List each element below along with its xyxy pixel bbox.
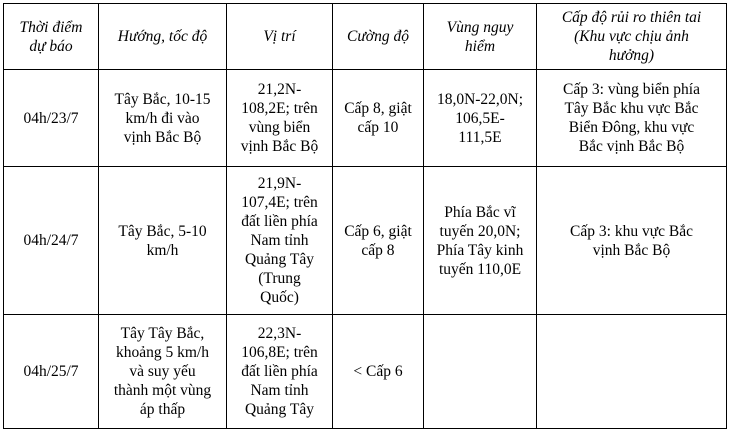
cell-danger-zone: [424, 315, 537, 429]
cell-time: 04h/24/7: [4, 167, 99, 315]
header-position: Vị trí: [227, 4, 333, 70]
cell-time: 04h/25/7: [4, 315, 99, 429]
header-direction: Hướng, tốc độ: [99, 4, 227, 70]
table-row: [4, 315, 727, 429]
cell-risk-level: Cấp 3: vùng biển phía Tây Bắc khu vực Bắc Biển Đông, khu vực Bắc vịnh Bắc Bộ: [537, 70, 727, 167]
cell-danger-zone: Phía Bắc vĩ tuyến 20,0N; Phía Tây kinh tuyến 110,0E: [424, 167, 537, 315]
cell-direction: Tây Bắc, 5-10 km/h: [99, 167, 227, 315]
cell-intensity: Cấp 8, giật cấp 10: [333, 70, 424, 167]
cell-direction: Tây Tây Bắc, khoảng 5 km/h và suy yếu thành một vùng áp thấp: [99, 315, 227, 429]
table-row: [4, 167, 727, 315]
header-row: [4, 4, 727, 70]
header-intensity: Cường độ: [333, 4, 424, 70]
cell-intensity: < Cấp 6: [333, 315, 424, 429]
cell-position: 21,9N- 107,4E; trên đất liền phía Nam tỉnh Quảng Tây (Trung Quốc): [227, 167, 333, 315]
header-danger-zone: Vùng nguy hiểm: [424, 4, 537, 70]
header-risk-level: Cấp độ rủi ro thiên tai (Khu vực chịu ảnh hưởng): [537, 4, 727, 70]
cell-time: 04h/23/7: [4, 70, 99, 167]
forecast-table: [3, 3, 727, 429]
cell-direction: Tây Bắc, 10-15 km/h đi vào vịnh Bắc Bộ: [99, 70, 227, 167]
cell-position: 21,2N- 108,2E; trên vùng biển vịnh Bắc Bộ: [227, 70, 333, 167]
cell-position: 22,3N- 106,8E; trên đất liền phía Nam tỉnh Quảng Tây: [227, 315, 333, 429]
cell-intensity: Cấp 6, giật cấp 8: [333, 167, 424, 315]
cell-danger-zone: 18,0N-22,0N; 106,5E- 111,5E: [424, 70, 537, 167]
header-time: Thời điểm dự báo: [4, 4, 99, 70]
cell-risk-level: [537, 315, 727, 429]
table-row: [4, 70, 727, 167]
cell-risk-level: Cấp 3: khu vực Bắc vịnh Bắc Bộ: [537, 167, 727, 315]
